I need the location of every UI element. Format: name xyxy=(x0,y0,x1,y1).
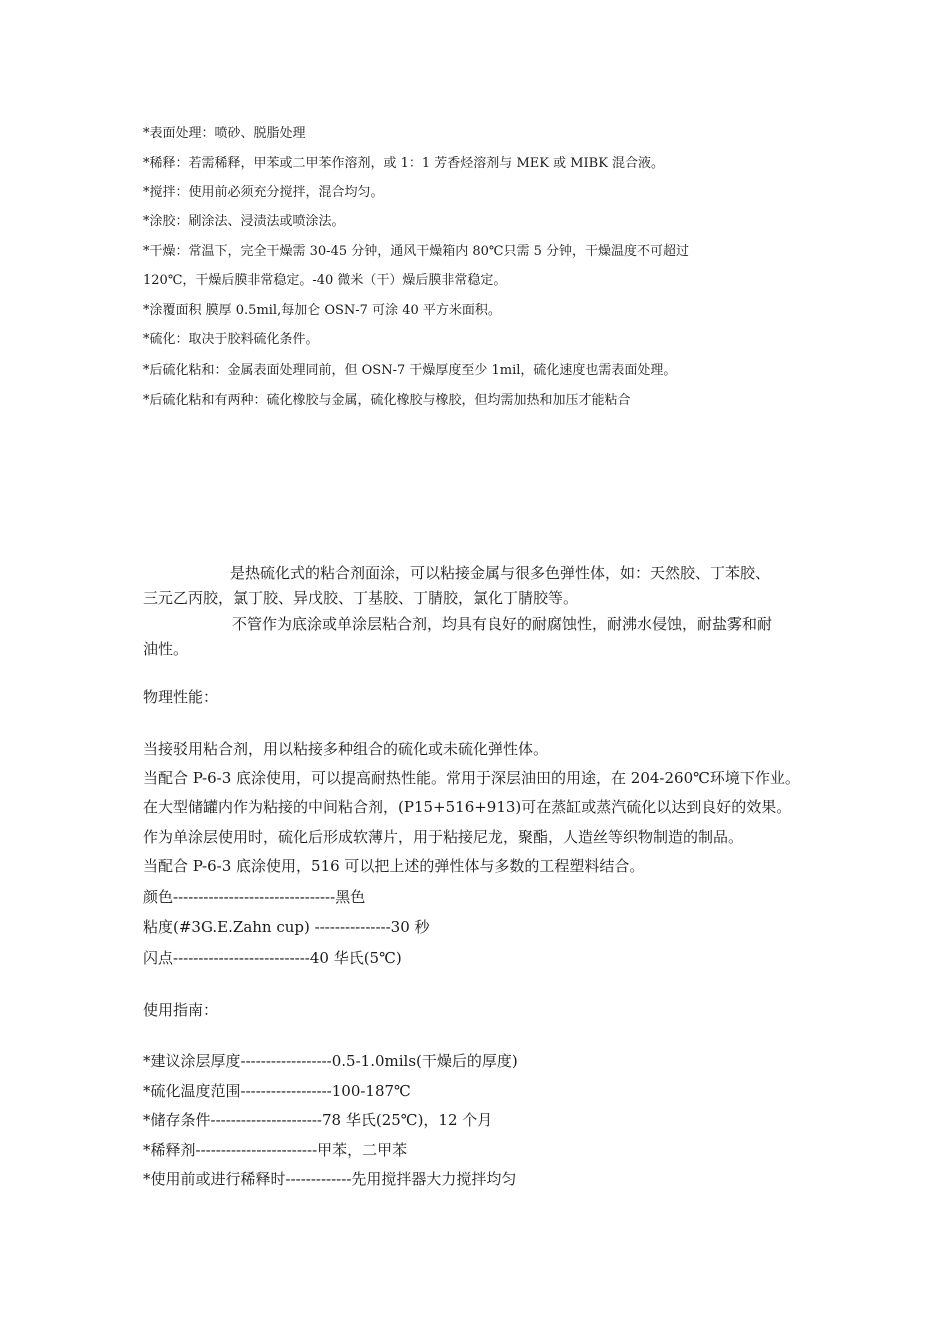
property-viscosity: 粘度(#3G.E.Zahn cup) ---------------30 秒 xyxy=(143,918,430,936)
intro-paragraph-line: 油性。 xyxy=(143,640,189,658)
guide-line: *硫化温度范围------------------100-187℃ xyxy=(143,1082,411,1100)
instruction-line: *表面处理：喷砂、脱脂处理 xyxy=(143,126,306,141)
instruction-line: *涂胶：刷涂法、浸渍法或喷涂法。 xyxy=(143,214,345,229)
guide-line: *储存条件----------------------78 华氏(25℃)，12 个月 xyxy=(143,1111,493,1129)
instruction-line: *后硫化粘和有两种：硫化橡胶与金属，硫化橡胶与橡胶，但均需加热和加压才能粘合 xyxy=(143,393,631,408)
instruction-line: *硫化：取决于胶料硫化条件。 xyxy=(143,332,319,347)
physical-line: 在大型储罐内作为粘接的中间粘合剂，(P15+516+913)可在蒸缸或蒸汽硫化以达到良好的效果。 xyxy=(143,798,792,816)
instruction-line: *干燥：常温下，完全干燥需 30-45 分钟，通风干燥箱内 80℃只需 5 分钟，干燥温度不可超过 xyxy=(143,244,689,259)
guide-line: *稀释剂------------------------甲苯，二甲苯 xyxy=(143,1141,408,1159)
intro-paragraph-line: 不管作为底涂或单涂层粘合剂，均具有良好的耐腐蚀性，耐沸水侵蚀，耐盐雾和耐 xyxy=(232,615,773,633)
guide-line: *建议涂层厚度------------------0.5-1.0mils(干燥后的厚度) xyxy=(143,1052,518,1070)
intro-paragraph-line: 三元乙丙胶，氯丁胶、异戊胶、丁基胶、丁腈胶，氯化丁腈胶等。 xyxy=(143,589,579,607)
instruction-line: *稀释：若需稀释，甲苯或二甲苯作溶剂，或 1：1 芳香烃溶剂与 MEK 或 MIBK 混合液。 xyxy=(143,156,665,171)
physical-heading: 物理性能： xyxy=(143,688,219,706)
instruction-line: *后硫化粘和：金属表面处理同前，但 OSN-7 干燥厚度至少 1mil，硫化速度也需表面处理。 xyxy=(143,363,677,378)
instruction-line: *搅拌：使用前必须充分搅拌，混合均匀。 xyxy=(143,185,384,200)
physical-line: 作为单涂层使用时，硫化后形成软薄片，用于粘接尼龙，聚酯，人造丝等织物制造的制品。 xyxy=(143,828,744,846)
physical-line: 当配合 P-6-3 底涂使用，516 可以把上述的弹性体与多数的工程塑料结合。 xyxy=(143,857,645,875)
instruction-line: 120℃，干燥后膜非常稳定。-40 微米（干）燥后膜非常稳定。 xyxy=(143,273,507,288)
property-flash-point: 闪点---------------------------40 华氏(5℃) xyxy=(143,949,402,967)
guide-line: *使用前或进行稀释时-------------先用搅拌器大力搅拌均匀 xyxy=(143,1170,517,1188)
intro-paragraph-line: 是热硫化式的粘合剂面涂，可以粘接金属与很多色弹性体，如：天然胶、丁苯胶、 xyxy=(230,564,771,582)
property-color: 颜色--------------------------------黑色 xyxy=(143,888,366,906)
physical-line: 当配合 P-6-3 底涂使用，可以提高耐热性能。常用于深层油田的用途，在 204-260℃环境下作业。 xyxy=(143,769,800,787)
physical-line: 当接驳用粘合剂，用以粘接多种组合的硫化或未硫化弹性体。 xyxy=(143,740,549,758)
guide-heading: 使用指南： xyxy=(143,1001,219,1019)
instruction-line: *涂覆面积 膜厚 0.5mil,每加仑 OSN-7 可涂 40 平方米面积。 xyxy=(143,303,501,318)
